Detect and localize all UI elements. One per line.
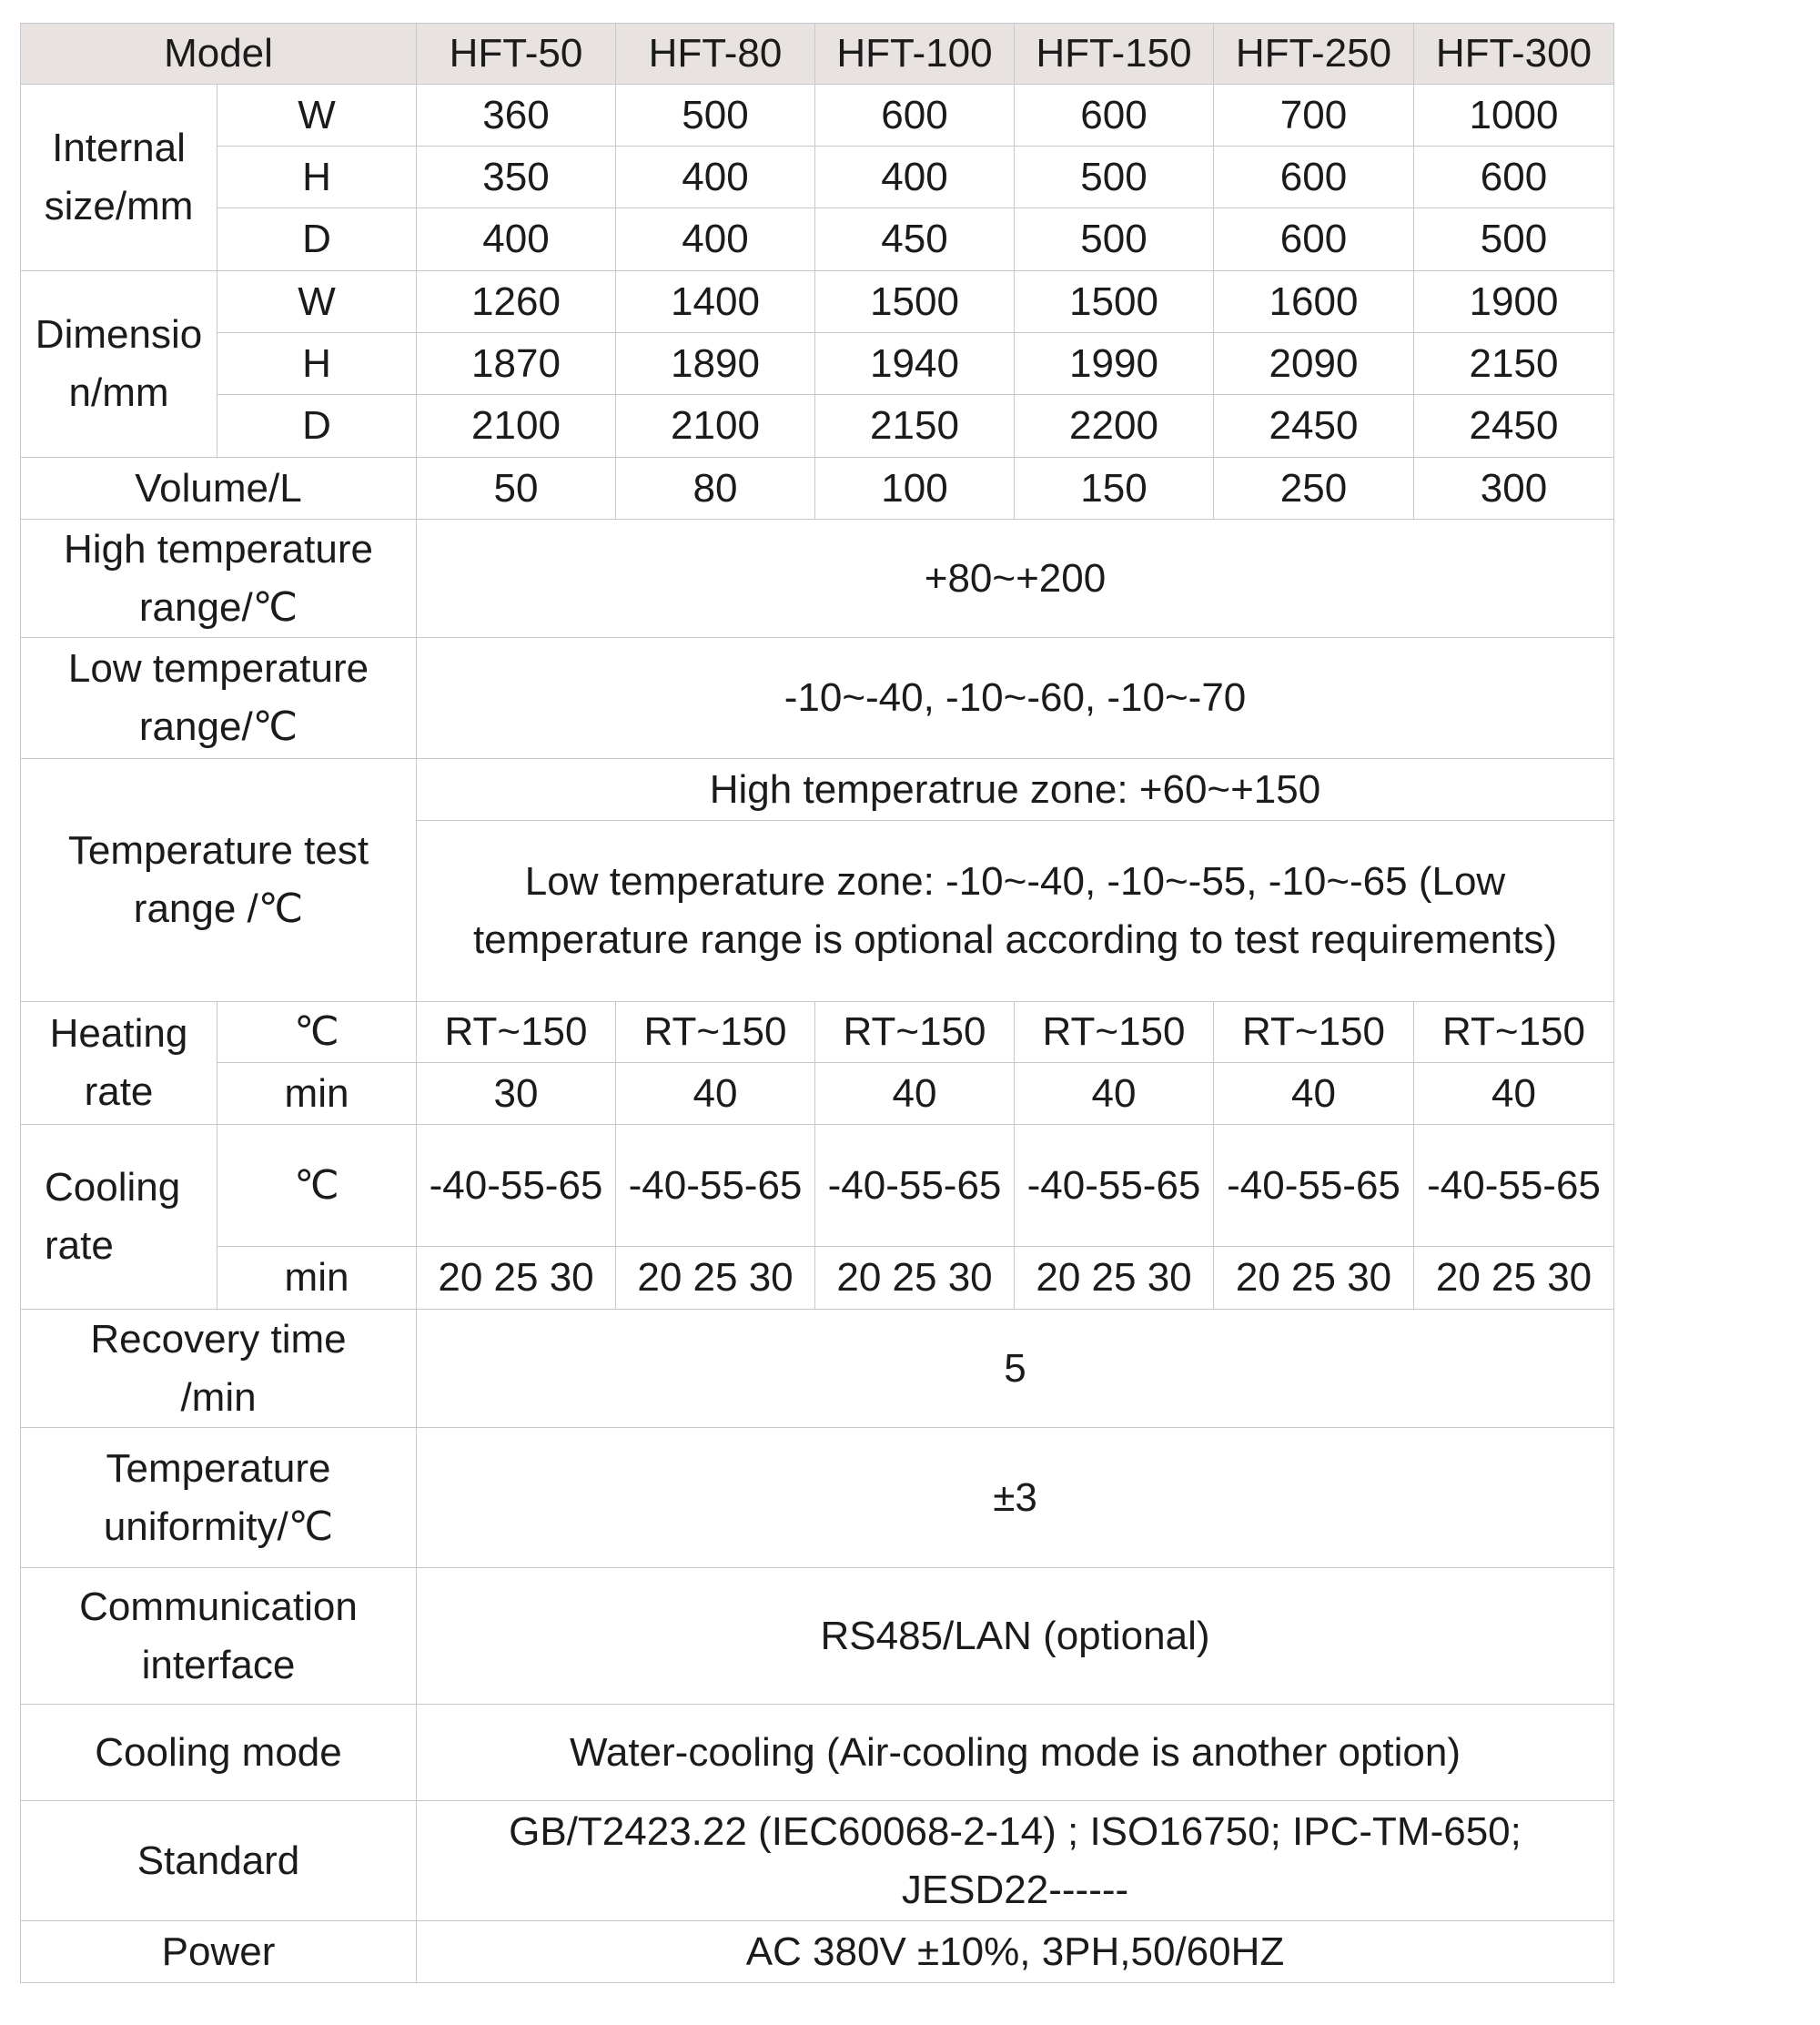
value-cell: 40 <box>616 1063 815 1125</box>
value-cell: 20 25 30 <box>1414 1247 1614 1310</box>
temp-uniformity-value: ±3 <box>417 1428 1614 1568</box>
value-cell: 400 <box>616 147 815 208</box>
value-cell: 500 <box>1414 208 1614 271</box>
temp-test-high-zone-value: High temperatrue zone: +60~+150 <box>417 759 1614 821</box>
sub-label-h: H <box>217 333 417 395</box>
value-cell: 1900 <box>1414 271 1614 333</box>
value-cell: 600 <box>1015 85 1214 147</box>
power-label: Power <box>21 1921 417 1983</box>
value-cell: 1400 <box>616 271 815 333</box>
sub-label-d: D <box>217 208 417 271</box>
value-cell: 2150 <box>1414 333 1614 395</box>
value-cell: RT~150 <box>815 1002 1015 1063</box>
value-cell: 1890 <box>616 333 815 395</box>
value-cell: 250 <box>1214 458 1414 520</box>
value-cell: 700 <box>1214 85 1414 147</box>
value-cell: 20 25 30 <box>815 1247 1015 1310</box>
model-header-cell: HFT-100 <box>815 24 1015 85</box>
value-cell: RT~150 <box>1214 1002 1414 1063</box>
value-cell: 1500 <box>815 271 1015 333</box>
standard-row <box>21 1801 1614 1921</box>
value-cell: 20 25 30 <box>1015 1247 1214 1310</box>
high-temp-range-value: +80~+200 <box>417 520 1614 638</box>
cooling-rate-celsius-row <box>21 1125 1614 1247</box>
temp-uniformity-row <box>21 1428 1614 1568</box>
cooling-rate-min-row <box>21 1247 1614 1310</box>
value-cell: 1500 <box>1015 271 1214 333</box>
value-cell: 350 <box>417 147 616 208</box>
value-cell: 2450 <box>1214 395 1414 458</box>
communication-row <box>21 1568 1614 1705</box>
sub-label-min: min <box>217 1063 417 1125</box>
volume-row <box>21 458 1614 520</box>
value-cell: 2450 <box>1414 395 1614 458</box>
dimension-label: Dimension/mm <box>21 271 217 458</box>
communication-label: Communication interface <box>21 1568 417 1705</box>
sub-label-celsius: ℃ <box>217 1125 417 1247</box>
value-cell: 360 <box>417 85 616 147</box>
low-temp-range-row <box>21 638 1614 759</box>
value-cell: -40-55-65 <box>1414 1125 1614 1247</box>
standard-value: GB/T2423.22 (IEC60068-2-14) ; ISO16750; IPC-TM-650; JESD22------ <box>417 1801 1614 1921</box>
value-cell: 50 <box>417 458 616 520</box>
cooling-mode-row <box>21 1705 1614 1801</box>
value-cell: 600 <box>815 85 1015 147</box>
value-cell: 2200 <box>1015 395 1214 458</box>
dimension-w-row <box>21 271 1614 333</box>
value-cell: 500 <box>1015 147 1214 208</box>
heating-rate-min-row <box>21 1063 1614 1125</box>
value-cell: -40-55-65 <box>1214 1125 1414 1247</box>
value-cell: 80 <box>616 458 815 520</box>
communication-value: RS485/LAN (optional) <box>417 1568 1614 1705</box>
value-cell: 2100 <box>417 395 616 458</box>
value-cell: 40 <box>1414 1063 1614 1125</box>
value-cell: 500 <box>1015 208 1214 271</box>
heating-rate-celsius-row <box>21 1002 1614 1063</box>
internal-size-d-row <box>21 208 1614 271</box>
sub-label-h: H <box>217 147 417 208</box>
value-cell: 600 <box>1214 208 1414 271</box>
temp-uniformity-label: Temperature uniformity/℃ <box>21 1428 417 1568</box>
power-value: AC 380V ±10%, 3PH,50/60HZ <box>417 1921 1614 1983</box>
internal-size-w-row <box>21 85 1614 147</box>
value-cell: 400 <box>616 208 815 271</box>
low-temp-range-label: Low temperature range/℃ <box>21 638 417 759</box>
model-header-label: Model <box>21 24 417 85</box>
value-cell: RT~150 <box>1414 1002 1614 1063</box>
value-cell: 40 <box>1015 1063 1214 1125</box>
value-cell: 1940 <box>815 333 1015 395</box>
value-cell: 300 <box>1414 458 1614 520</box>
cooling-mode-label: Cooling mode <box>21 1705 417 1801</box>
dimension-h-row <box>21 333 1614 395</box>
model-header-cell: HFT-80 <box>616 24 815 85</box>
value-cell: RT~150 <box>417 1002 616 1063</box>
recovery-time-value: 5 <box>417 1310 1614 1428</box>
internal-size-h-row <box>21 147 1614 208</box>
high-temp-range-row <box>21 520 1614 638</box>
value-cell: 2090 <box>1214 333 1414 395</box>
value-cell: -40-55-65 <box>616 1125 815 1247</box>
sub-label-w: W <box>217 85 417 147</box>
value-cell: 20 25 30 <box>417 1247 616 1310</box>
recovery-time-row <box>21 1310 1614 1428</box>
value-cell: 1870 <box>417 333 616 395</box>
temp-test-range-high-row <box>21 759 1614 821</box>
value-cell: -40-55-65 <box>1015 1125 1214 1247</box>
sub-label-d: D <box>217 395 417 458</box>
value-cell: 500 <box>616 85 815 147</box>
sub-label-celsius: ℃ <box>217 1002 417 1063</box>
value-cell: 400 <box>417 208 616 271</box>
value-cell: RT~150 <box>616 1002 815 1063</box>
model-header-cell: HFT-300 <box>1414 24 1614 85</box>
value-cell: 450 <box>815 208 1015 271</box>
volume-label: Volume/L <box>21 458 417 520</box>
high-temp-range-label: High temperature range/℃ <box>21 520 417 638</box>
standard-label: Standard <box>21 1801 417 1921</box>
temp-test-range-label: Temperature test range /℃ <box>21 759 417 1002</box>
model-header-cell: HFT-150 <box>1015 24 1214 85</box>
value-cell: 2100 <box>616 395 815 458</box>
value-cell: 400 <box>815 147 1015 208</box>
spec-table <box>20 23 1614 1983</box>
sub-label-min: min <box>217 1247 417 1310</box>
value-cell: 1600 <box>1214 271 1414 333</box>
cooling-rate-label: Cooling rate <box>21 1125 217 1310</box>
header-row <box>21 24 1614 85</box>
heating-rate-label: Heating rate <box>21 1002 217 1125</box>
value-cell: -40-55-65 <box>815 1125 1015 1247</box>
value-cell: 40 <box>1214 1063 1414 1125</box>
model-header-cell: HFT-50 <box>417 24 616 85</box>
value-cell: 1000 <box>1414 85 1614 147</box>
value-cell: 20 25 30 <box>1214 1247 1414 1310</box>
value-cell: 2150 <box>815 395 1015 458</box>
internal-size-label: Internal size/mm <box>21 85 217 271</box>
model-header-cell: HFT-250 <box>1214 24 1414 85</box>
value-cell: 20 25 30 <box>616 1247 815 1310</box>
temp-test-low-zone-value: Low temperature zone: -10~-40, -10~-55, -10~-65 (Low temperature range is optional according to test requirements) <box>417 821 1614 1002</box>
value-cell: 40 <box>815 1063 1015 1125</box>
cooling-mode-value: Water-cooling (Air-cooling mode is another option) <box>417 1705 1614 1801</box>
value-cell: 600 <box>1414 147 1614 208</box>
value-cell: 600 <box>1214 147 1414 208</box>
value-cell: 1260 <box>417 271 616 333</box>
sub-label-w: W <box>217 271 417 333</box>
power-row <box>21 1921 1614 1983</box>
value-cell: -40-55-65 <box>417 1125 616 1247</box>
value-cell: RT~150 <box>1015 1002 1214 1063</box>
value-cell: 1990 <box>1015 333 1214 395</box>
low-temp-range-value: -10~-40, -10~-60, -10~-70 <box>417 638 1614 759</box>
recovery-time-label: Recovery time /min <box>21 1310 417 1428</box>
value-cell: 100 <box>815 458 1015 520</box>
value-cell: 30 <box>417 1063 616 1125</box>
value-cell: 150 <box>1015 458 1214 520</box>
dimension-d-row <box>21 395 1614 458</box>
